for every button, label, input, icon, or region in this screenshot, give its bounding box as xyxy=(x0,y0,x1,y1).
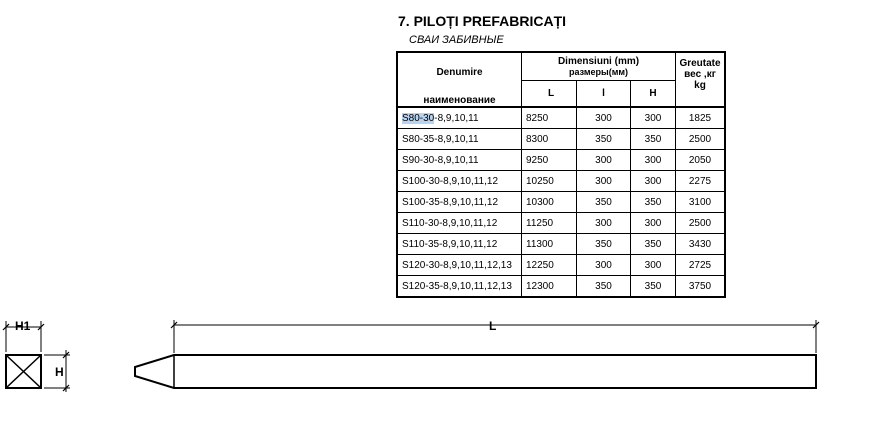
section-subtitle: СВАИ ЗАБИВНЫЕ xyxy=(409,34,504,46)
header-dim-ro: Dimensiuni (mm) xyxy=(557,55,640,67)
cell-name-text: S80-35-8,9,10,11 xyxy=(402,133,479,145)
cell-name-text: -8,9,10,11 xyxy=(434,112,479,124)
selected-text: S80-30 xyxy=(402,112,435,124)
header-dim-ru: размеры(мм) xyxy=(568,66,629,77)
cell-l: 350 xyxy=(577,129,631,150)
cell-weight: 2725 xyxy=(676,255,726,276)
section-title: 7. PILOȚI PREFABRICAȚI xyxy=(398,13,567,29)
cell-name-text: S120-30-8,9,10,11,12,13 xyxy=(402,259,512,271)
header-weight-ro: Greutate xyxy=(679,58,721,69)
cell-weight: 2500 xyxy=(676,129,726,150)
cell-weight: 1825 xyxy=(676,107,726,129)
cell-name-text: S100-35-8,9,10,11,12 xyxy=(402,196,499,208)
cell-name-text: S110-30-8,9,10,11,12 xyxy=(402,217,498,229)
cell-weight: 3430 xyxy=(676,234,726,255)
header-name-ro: Denumire xyxy=(436,67,483,78)
label-L: L xyxy=(489,319,497,333)
cell-H: 300 xyxy=(631,107,676,129)
cross-section xyxy=(3,321,70,392)
header-L: L xyxy=(522,80,577,107)
cell-L: 12250 xyxy=(522,255,577,276)
header-name-ru: наименование xyxy=(423,95,496,106)
cell-weight: 3100 xyxy=(676,192,726,213)
cell-l: 300 xyxy=(577,171,631,192)
cell-H: 350 xyxy=(631,129,676,150)
cell-L: 10300 xyxy=(522,192,577,213)
cell-l: 300 xyxy=(577,213,631,234)
cell-weight: 3750 xyxy=(676,276,726,298)
cell-l: 300 xyxy=(577,255,631,276)
cell-H: 350 xyxy=(631,276,676,298)
cell-L: 8250 xyxy=(522,107,577,129)
cell-L: 8300 xyxy=(522,129,577,150)
cell-L: 11300 xyxy=(522,234,577,255)
cell-L: 11250 xyxy=(522,213,577,234)
cell-l: 350 xyxy=(577,276,631,298)
cell-L: 12300 xyxy=(522,276,577,298)
header-H: H xyxy=(631,80,676,107)
cell-H: 300 xyxy=(631,213,676,234)
cell-H: 300 xyxy=(631,255,676,276)
cell-name-text: S90-30-8,9,10,11 xyxy=(402,154,479,166)
cell-L: 10250 xyxy=(522,171,577,192)
cell-weight: 2275 xyxy=(676,171,726,192)
cell-l: 350 xyxy=(577,234,631,255)
cell-l: 300 xyxy=(577,107,631,129)
cell-H: 300 xyxy=(631,171,676,192)
cell-weight: 2050 xyxy=(676,150,726,171)
cell-H: 300 xyxy=(631,150,676,171)
header-weight-ru: вес ,кг xyxy=(684,69,716,80)
cell-weight: 2500 xyxy=(676,213,726,234)
cell-name-text: S100-30-8,9,10,11,12 xyxy=(402,175,499,187)
cell-l: 350 xyxy=(577,192,631,213)
cell-name-text: S110-35-8,9,10,11,12 xyxy=(402,238,498,250)
cell-l: 300 xyxy=(577,150,631,171)
header-l: l xyxy=(577,80,631,107)
cell-L: 9250 xyxy=(522,150,577,171)
header-weight-unit: kg xyxy=(694,80,706,91)
cell-name-text: S120-35-8,9,10,11,12,13 xyxy=(402,280,512,292)
cell-H: 350 xyxy=(631,192,676,213)
label-H: H xyxy=(55,365,64,379)
cell-H: 350 xyxy=(631,234,676,255)
pile-elevation xyxy=(135,320,819,388)
label-H1: H1 xyxy=(15,319,31,333)
